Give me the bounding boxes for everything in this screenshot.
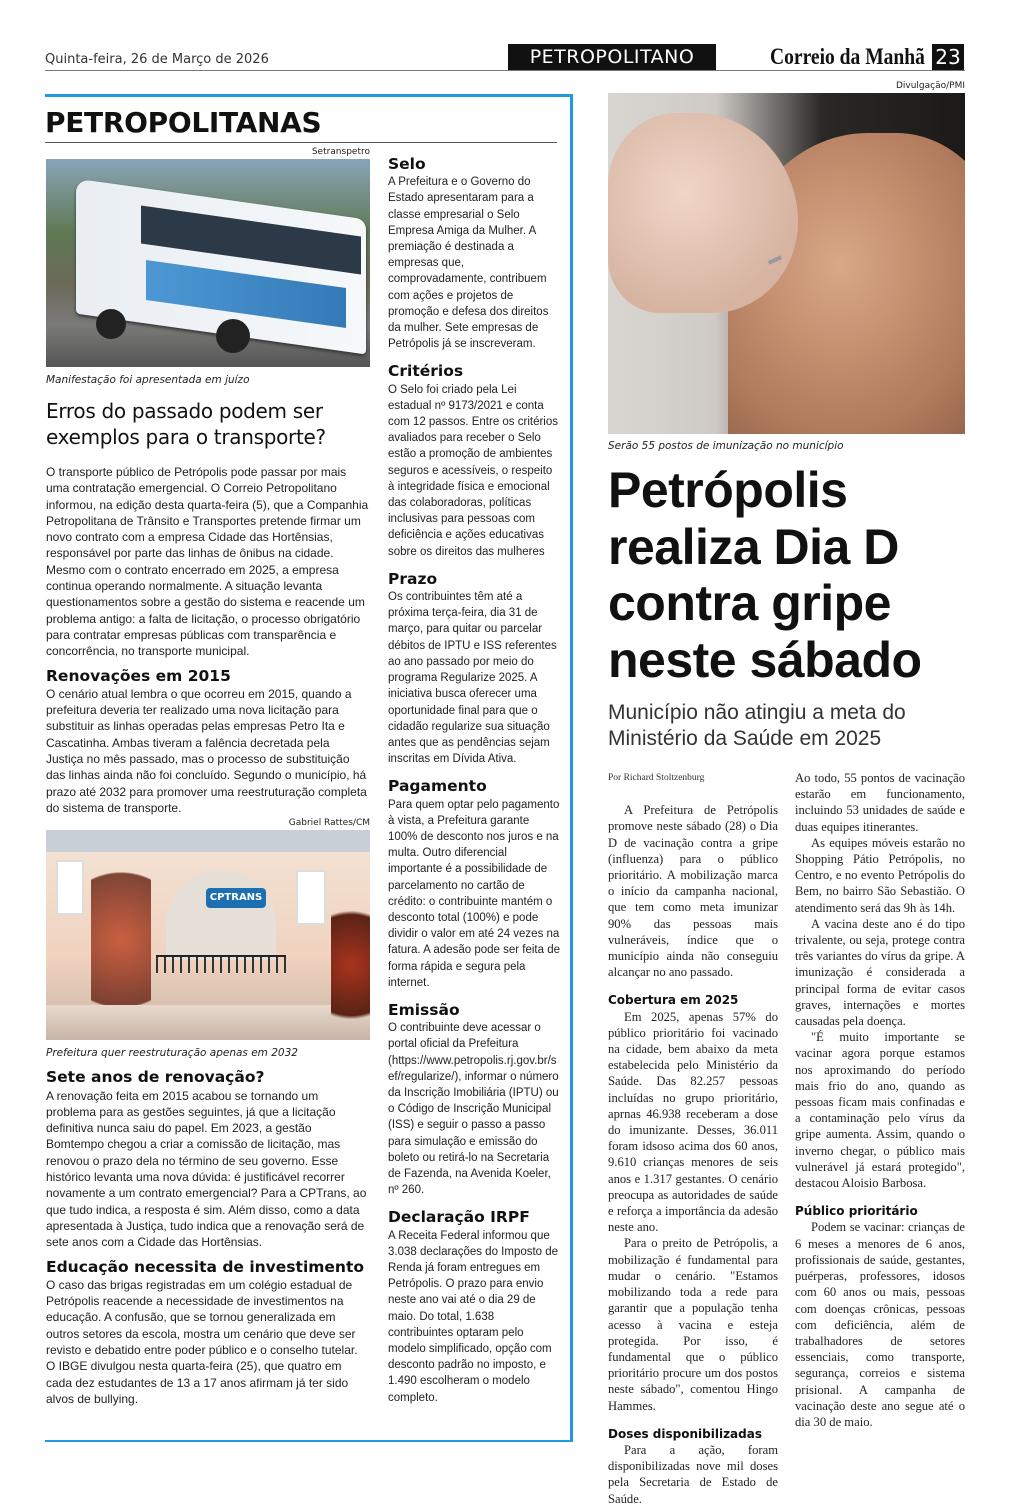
article-column-1 xyxy=(608,770,778,1507)
subheading: Público prioritário xyxy=(795,1204,918,1219)
paragraph: Para o preito de Petrópolis, a mobilização é fundamental para mudar o cenário. "Estamos mobilizando toda a rede para garantir que a população tenha acesso à vacina e esteja protegida. Por isso, é fundamental que o público prioritário procure um dos postos neste sábado", comentou Hingo Hammes. xyxy=(608,1236,778,1413)
note-title: Pagamento xyxy=(388,777,487,796)
subheading: Cobertura em 2025 xyxy=(608,993,739,1008)
photo-credit: Divulgação/PMI xyxy=(895,81,965,91)
subheading: Renovações em 2015 xyxy=(46,666,231,685)
section-label: PETROPOLITANO xyxy=(508,44,716,70)
paragraph: O cenário atual lembra o que ocorreu em 2015, quando a prefeitura deveria ter realizado uma nova licitação para substituir as linhas operadas pelas empresas Petro Ita e Cascatinha. Ambas tiveram a falência decretada pela Justiça no mês passado, mas o processo de substituição das linhas ainda não foi concluído. Segundo o município, há prazo até 2032 para promover uma reestruturação completa do sistema de transporte. xyxy=(46,686,367,815)
left-article xyxy=(46,147,370,1407)
frame-bottom-border xyxy=(45,1440,572,1442)
frame-top-border xyxy=(45,94,572,97)
intro-paragraph: O transporte público de Petrópolis pode passar por mais uma contratação emergencial. O Correio Petropolitano informou, na edição desta quarta-feira (5), que a Companhia Petropolitana de Trânsito e Transportes pretende firmar um novo contrato com a empresa Cidade das Hortênsias, responsável por parte das linhas de ônibus na cidade. Mesmo com o contrato encerrado em 2025, a empresa continua operando normalmente. A situação levanta questionamentos sobre a gestão do sistema e reacende um problema antigo: a falta de licitação, o processo obrigatório para contratar empresas públicas com transparência e concorrência, no transporte municipal. xyxy=(46,465,369,659)
note-text: Os contribuintes têm até a próxima terça-feira, dia 31 de março, para quitar ou parcelar débitos de IPTU e ISS referentes ao ano passado por meio do programa Regularize 2025. A iniciativa busca oferecer uma oportunidade final para que o cidadão regularize sua situação antes que as pendências sejam inscritas em Dívida Ativa. xyxy=(388,591,557,766)
main-headline: Petrópolis realiza Dia D contra gripe neste sábado xyxy=(608,462,922,688)
column-title-rule xyxy=(45,142,557,143)
note-text: A Prefeitura e o Governo do Estado apresentaram para a classe empresarial o Selo Empresa Amiga da Mulher. A premiação é destinada a empresas que, comprovadamente, contribuem com ações e projetos de promoção e defesa dos direitos da mulher. Sete empresas de Petrópolis já se inscreveram. xyxy=(388,176,549,351)
issue-date: Quinta-feira, 26 de Março de 2026 xyxy=(45,52,269,67)
article-column-2 xyxy=(795,770,965,1507)
article-columns xyxy=(608,770,965,1507)
column-title: PETROPOLITANAS xyxy=(45,106,322,139)
cptrans-sign: CPTRANS xyxy=(206,888,266,908)
paragraph: As equipes móveis estarão no Shopping Pátio Petrópolis, no Centro, e no evento Petrópolis do Bem, no bairro São Sebastião. O atendimento será das 9h às 14h. xyxy=(795,835,965,915)
photo-caption: Prefeitura quer reestruturação apenas em 2032 xyxy=(46,1047,298,1060)
note-title: Declaração IRPF xyxy=(388,1208,530,1227)
photo-credit: Setranspetro xyxy=(311,147,370,157)
subheading: Doses disponibilizadas xyxy=(608,1426,762,1441)
note-title: Critérios xyxy=(388,362,464,381)
note-title: Prazo xyxy=(388,569,438,588)
cptrans-building-photo xyxy=(46,830,370,1040)
frame-right-border xyxy=(570,94,573,1442)
paragraph: Ao todo, 55 pontos de vacinação estarão em funcionamento, incluindo 53 unidades de saúde e duas equipes itinerantes. xyxy=(795,771,965,834)
paragraph: A Prefeitura de Petrópolis promove neste sábado (28) o Dia D de vacinação contra a gripe (influenza) para o público prioritário. A mobilização marca o início da campanha nacional, que tem como meta imunizar 90% das pessoas mais vulneráveis, índice que o município ainda não conseguiu alcançar no ano passado. xyxy=(608,803,778,980)
notes-column xyxy=(388,156,560,1417)
subtitle: Município não atingiu a meta do Ministério da Saúde em 2025 xyxy=(608,701,906,750)
photo-caption: Manifestação foi apresentada em juízo xyxy=(46,374,250,386)
article-body xyxy=(46,464,370,816)
article-headline: Erros do passado podem ser exemplos para o transporte? xyxy=(46,399,326,449)
paragraph: A renovação feita em 2015 acabou se tornando um problema para as gestões seguintes, já que a licitação definitiva nunca saiu do papel. Em 2023, a gestão Bomtempo chegou a criar a comissão de licitação, mas renovou o prazo dela no término de seu governo. Esse histórico levanta uma nova dúvida: é justificável recorrer novamente a um contrato emergencial? Para a CPTrans, ao que tudo indica, a resposta é sim. Além disso, como a data apresentada à Justiça, tudo indica que a renovação será de sete anos com a Cidade das Hortênsias. xyxy=(46,1088,367,1250)
note-text: O contribuinte deve acessar o portal oficial da Prefeitura (https://www.petropolis.rj.gov.br/sef/regularize/), informar o número da Inscrição Imobiliária (IPTU) ou o Código de Inscrição Municipal (ISS) e seguir o passo a passo para simulação e emissão do boleto ou retirá-lo na Secretaria de Fazenda, na Avenida Koeler, nº 260. xyxy=(388,1022,559,1197)
note-title: Emissão xyxy=(388,1000,460,1019)
paragraph: Podem se vacinar: crianças de 6 meses a menores de 6 anos, profissionais de saúde, gestantes, puérperas, professores, idosos com 60 anos ou mais, pessoas com doenças crônicas, pessoas com deficiência, além de trabalhadores de setores essenciais, como transporte, segurança, correios e sistema prisional. A campanha de vacinação deste ano segue até o dia 30 de maio. xyxy=(795,1220,965,1429)
paragraph: A vacina deste ano é do tipo trivalente, ou seja, protege contra três variantes do vírus da gripe. A imunização é considerada a principal forma de evitar casos graves, internações e mortes causadas pela doença. xyxy=(795,916,965,1029)
header-rule xyxy=(45,70,965,71)
photo-caption: Serão 55 postos de imunização no município xyxy=(608,440,844,452)
bus-photo xyxy=(46,159,370,367)
article-body-continued xyxy=(46,1069,370,1407)
note-text: O Selo foi criado pela Lei estadual nº 9173/2021 e conta com 12 passos. Entre os critérios avaliados para receber o Selo estão a promoção de ambientes seguros e acessíveis, o respeito à integridade física e emocional das colaboradoras, políticas inclusivas para pessoas com deficiência e ações educativas sobre os direitos das mulheres xyxy=(388,383,559,558)
paragraph: Em 2025, apenas 57% do público prioritário foi vacinado na cidade, bem abaixo da meta estabelecida pelo Ministério da Saúde. Das 82.257 pessoas incluídas no grupo prioritário, aprnas 46.938 receberam a dose do imunizante. Desses, 36.011 foram idsoso acima dos 60 anos, 9.610 crianças menores de seis anos e 1.317 gestantes. O cenário preocupa as autoridades de saúde e reforça a importância da adesão neste ano. xyxy=(608,1009,778,1235)
note-text: Para quem optar pelo pagamento à vista, a Prefeitura garante 100% de desconto nos juros e na multa. Outro diferencial importante é a possibilidade de parcelamento no cartão de crédito: o contribuinte mantém o desconto total (100%) e pode dividir o valor em até 24 vezes na fatura. A adesão pode ser feita de forma rápida e segura pela internet. xyxy=(388,798,560,989)
note-text: A Receita Federal informou que 3.038 declarações do Imposto de Renda já foram entregues em Petrópolis. O prazo para envio neste ano vai até o dia 29 de maio. Do total, 1.638 contribuintes optaram pelo modelo simplificado, opção com desconto padrão no imposto, e 1.490 escolheram o modelo completo. xyxy=(388,1229,559,1404)
subheading: Sete anos de renovação? xyxy=(46,1068,265,1087)
vaccination-photo xyxy=(608,93,965,434)
photo-credit: Gabriel Rattes/CM xyxy=(288,818,370,829)
byline: Por Richard Stoltzenburg xyxy=(608,773,705,783)
main-article xyxy=(608,81,965,1507)
note-title: Selo xyxy=(388,155,426,173)
masthead-logo: Correio da Manhã xyxy=(770,44,925,69)
page-number: 23 xyxy=(932,44,964,70)
paragraph: Para a ação, foram disponibilizadas nove mil doses pela Secretaria de Estado de Saúde. xyxy=(608,1442,778,1506)
subheading: Educação necessita de investimento xyxy=(46,1257,365,1276)
paragraph: O caso das brigas registradas em um colégio estadual de Petrópolis reacende a necessidade de investimentos na educação. A confusão, que se tornou generalizada em outros setores da escola, mostra um cenário que deve ser revisto e debatido entre poder público e o conselho tutelar. O IBGE divulgou nesta quarta-feira (25), que quatro em cada dez estudantes de 13 a 17 anos afirmam já ter sido alvos de bullying. xyxy=(46,1277,358,1406)
paragraph: "É muito importante se vacinar agora porque estamos nos aproximando do período mais frio do ano, quando as pessoas ficam mais confinadas e a contaminação pelo vírus da gripe aumenta. Assim, quando o inverno chegar, o público mais vulnerável já estará protegido", destacou Aloisio Barbosa. xyxy=(795,1030,965,1191)
